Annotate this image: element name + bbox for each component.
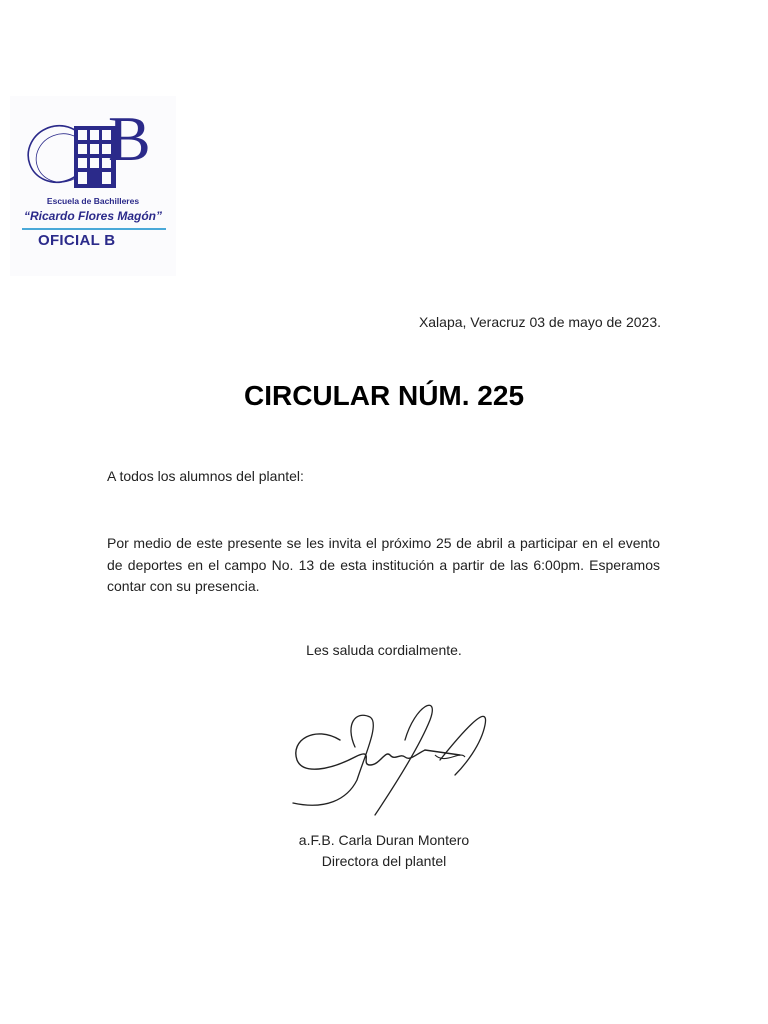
circular-title: CIRCULAR NÚM. 225 xyxy=(243,380,525,411)
letter-greeting: A todos los alumnos del plantel: xyxy=(107,468,304,484)
letter-closing: Les saluda cordialmente. xyxy=(306,642,462,658)
logo-school-name: “Ricardo Flores Magón” xyxy=(23,209,163,223)
logo-school-type: Escuela de Bachilleres xyxy=(46,196,140,206)
signature-image xyxy=(285,695,495,820)
logo-divider xyxy=(22,228,166,230)
school-logo xyxy=(10,96,176,276)
letter-date: Xalapa, Veracruz 03 de mayo de 2023. xyxy=(418,314,661,330)
logo-letter: B xyxy=(108,103,151,174)
logo-emblem xyxy=(10,96,176,196)
signer-role: Directora del plantel xyxy=(321,853,447,869)
letter-body: Por medio de este presente se les invita el próximo 25 de abril a participar en el evento de deportes en el campo No. 13 de esta institución a partir de las 6:00pm. Esperamos contar con su presencia. xyxy=(107,535,660,594)
logo-campus: OFICIAL B xyxy=(38,232,116,249)
signer-name: a.F.B. Carla Duran Montero xyxy=(298,832,470,848)
